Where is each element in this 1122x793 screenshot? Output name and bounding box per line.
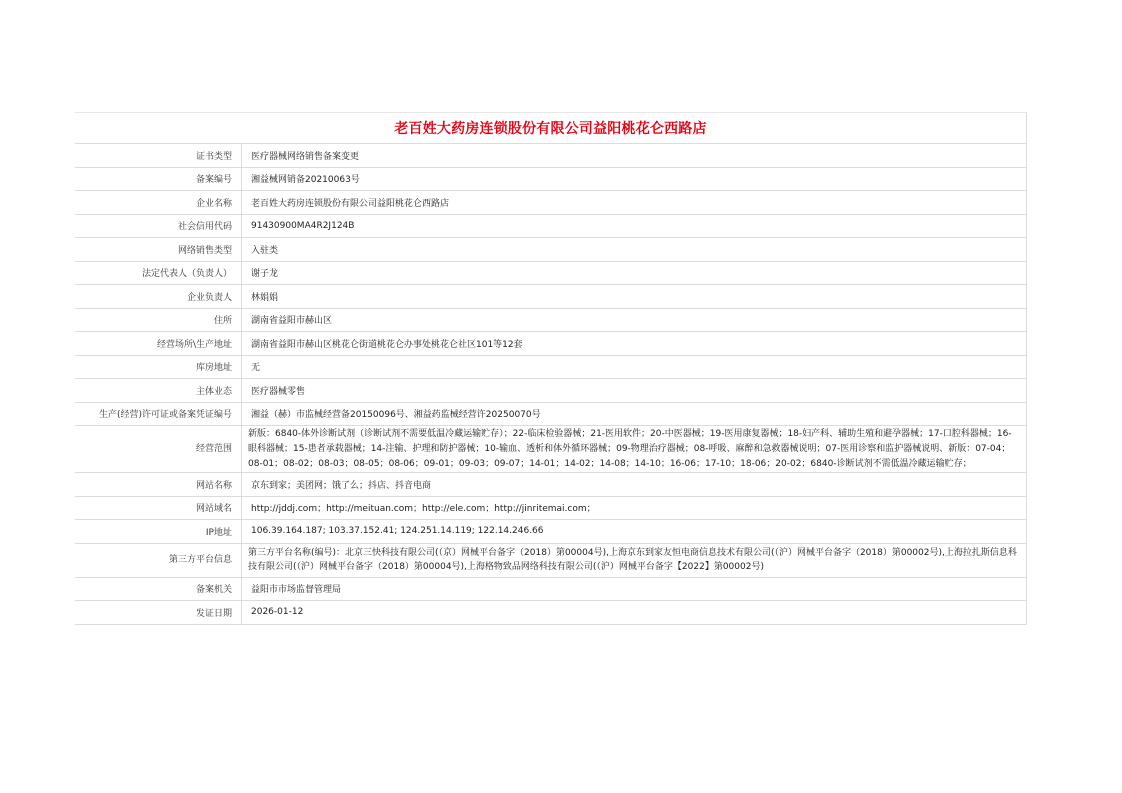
table-row <box>75 379 1027 403</box>
table-row <box>75 402 1027 426</box>
row-value: 湘益（赫）市监械经营备20150096号、湘益药监械经营许20250070号 <box>242 402 1027 426</box>
table-row <box>75 496 1027 520</box>
table-row <box>75 238 1027 262</box>
certificate-sheet <box>75 112 1027 625</box>
table-row <box>75 543 1027 577</box>
page-title: 老百姓大药房连锁股份有限公司益阳桃花仑西路店 <box>394 121 707 137</box>
table-row <box>75 426 1027 473</box>
row-label: 网站域名 <box>75 496 242 520</box>
row-label: 企业负责人 <box>75 285 242 309</box>
row-label: 住所 <box>75 308 242 332</box>
table-row <box>75 577 1027 601</box>
row-label: 企业名称 <box>75 191 242 215</box>
table-row <box>75 332 1027 356</box>
row-value: 湖南省益阳市赫山区桃花仑街道桃花仑办事处桃花仑社区101等12套 <box>242 332 1027 356</box>
table-row <box>75 261 1027 285</box>
row-value: 2026-01-12 <box>242 601 1027 625</box>
row-value: 湖南省益阳市赫山区 <box>242 308 1027 332</box>
row-label: IP地址 <box>75 520 242 544</box>
row-value: 入驻类 <box>242 238 1027 262</box>
table-row <box>75 473 1027 497</box>
title-row <box>75 112 1027 143</box>
table-row <box>75 355 1027 379</box>
row-label: 经营范围 <box>75 426 242 473</box>
row-label: 发证日期 <box>75 601 242 625</box>
row-label: 证书类型 <box>75 144 242 168</box>
row-label: 网站名称 <box>75 473 242 497</box>
row-value: 老百姓大药房连锁股份有限公司益阳桃花仑西路店 <box>242 191 1027 215</box>
row-label: 法定代表人（负责人） <box>75 261 242 285</box>
row-label: 网络销售类型 <box>75 238 242 262</box>
row-value: 106.39.164.187; 103.37.152.41; 124.251.14.119; 122.14.246.66 <box>242 520 1027 544</box>
info-table <box>75 143 1027 625</box>
row-label: 库房地址 <box>75 355 242 379</box>
table-row <box>75 144 1027 168</box>
table-row <box>75 601 1027 625</box>
row-value: 益阳市市场监督管理局 <box>242 577 1027 601</box>
table-row <box>75 308 1027 332</box>
row-value: 第三方平台名称(编号)：北京三快科技有限公司(（京）网械平台备字（2018）第00004号),上海京东到家友恒电商信息技术有限公司(（沪）网械平台备字（2018）第00002号),上海拉扎斯信息科技有限公司(（沪）网械平台备字（2018）第00004号),上海格物致品网络科技有限公司(（沪）网械平台备字【2022】第00002号) <box>242 543 1027 577</box>
row-value: 新版：6840-体外诊断试剂（诊断试剂不需要低温冷藏运输贮存）；22-临床检验器械；21-医用软件；20-中医器械；19-医用康复器械；18-妇产科、辅助生殖和避孕器械；17-口腔科器械；16-眼科器械；15-患者承载器械；14-注输、护理和防护器械；10-输血、透析和体外循环器械；09-物理治疗器械；08-呼吸、麻醉和急救器械说明；07-医用诊察和监护器械说明、新版：07-04；08-01；08-02；08-03；08-05；08-06；09-01；09-03；09-07；14-01；14-02；14-08；14-10；16-06；17-10；18-06；20-02；6840-诊断试剂不需低温冷藏运输贮存； <box>242 426 1027 473</box>
row-label: 社会信用代码 <box>75 214 242 238</box>
row-value: 林娟娟 <box>242 285 1027 309</box>
row-value: 湘益械网销备20210063号 <box>242 167 1027 191</box>
row-value: http://jddj.com；http://meituan.com；http://ele.com；http://jinritemai.com； <box>242 496 1027 520</box>
row-value: 京东到家；美团网；饿了么；抖店、抖音电商 <box>242 473 1027 497</box>
table-row <box>75 191 1027 215</box>
row-label: 主体业态 <box>75 379 242 403</box>
table-row <box>75 214 1027 238</box>
row-label: 经营场所\生产地址 <box>75 332 242 356</box>
table-row <box>75 285 1027 309</box>
table-row <box>75 520 1027 544</box>
row-label: 备案编号 <box>75 167 242 191</box>
row-value: 91430900MA4R2J124B <box>242 214 1027 238</box>
row-value: 医疗器械零售 <box>242 379 1027 403</box>
row-value: 医疗器械网络销售备案变更 <box>242 144 1027 168</box>
row-value: 无 <box>242 355 1027 379</box>
row-label: 第三方平台信息 <box>75 543 242 577</box>
row-label: 生产(经营)许可证或备案凭证编号 <box>75 402 242 426</box>
row-label: 备案机关 <box>75 577 242 601</box>
table-row <box>75 167 1027 191</box>
row-value: 谢子龙 <box>242 261 1027 285</box>
